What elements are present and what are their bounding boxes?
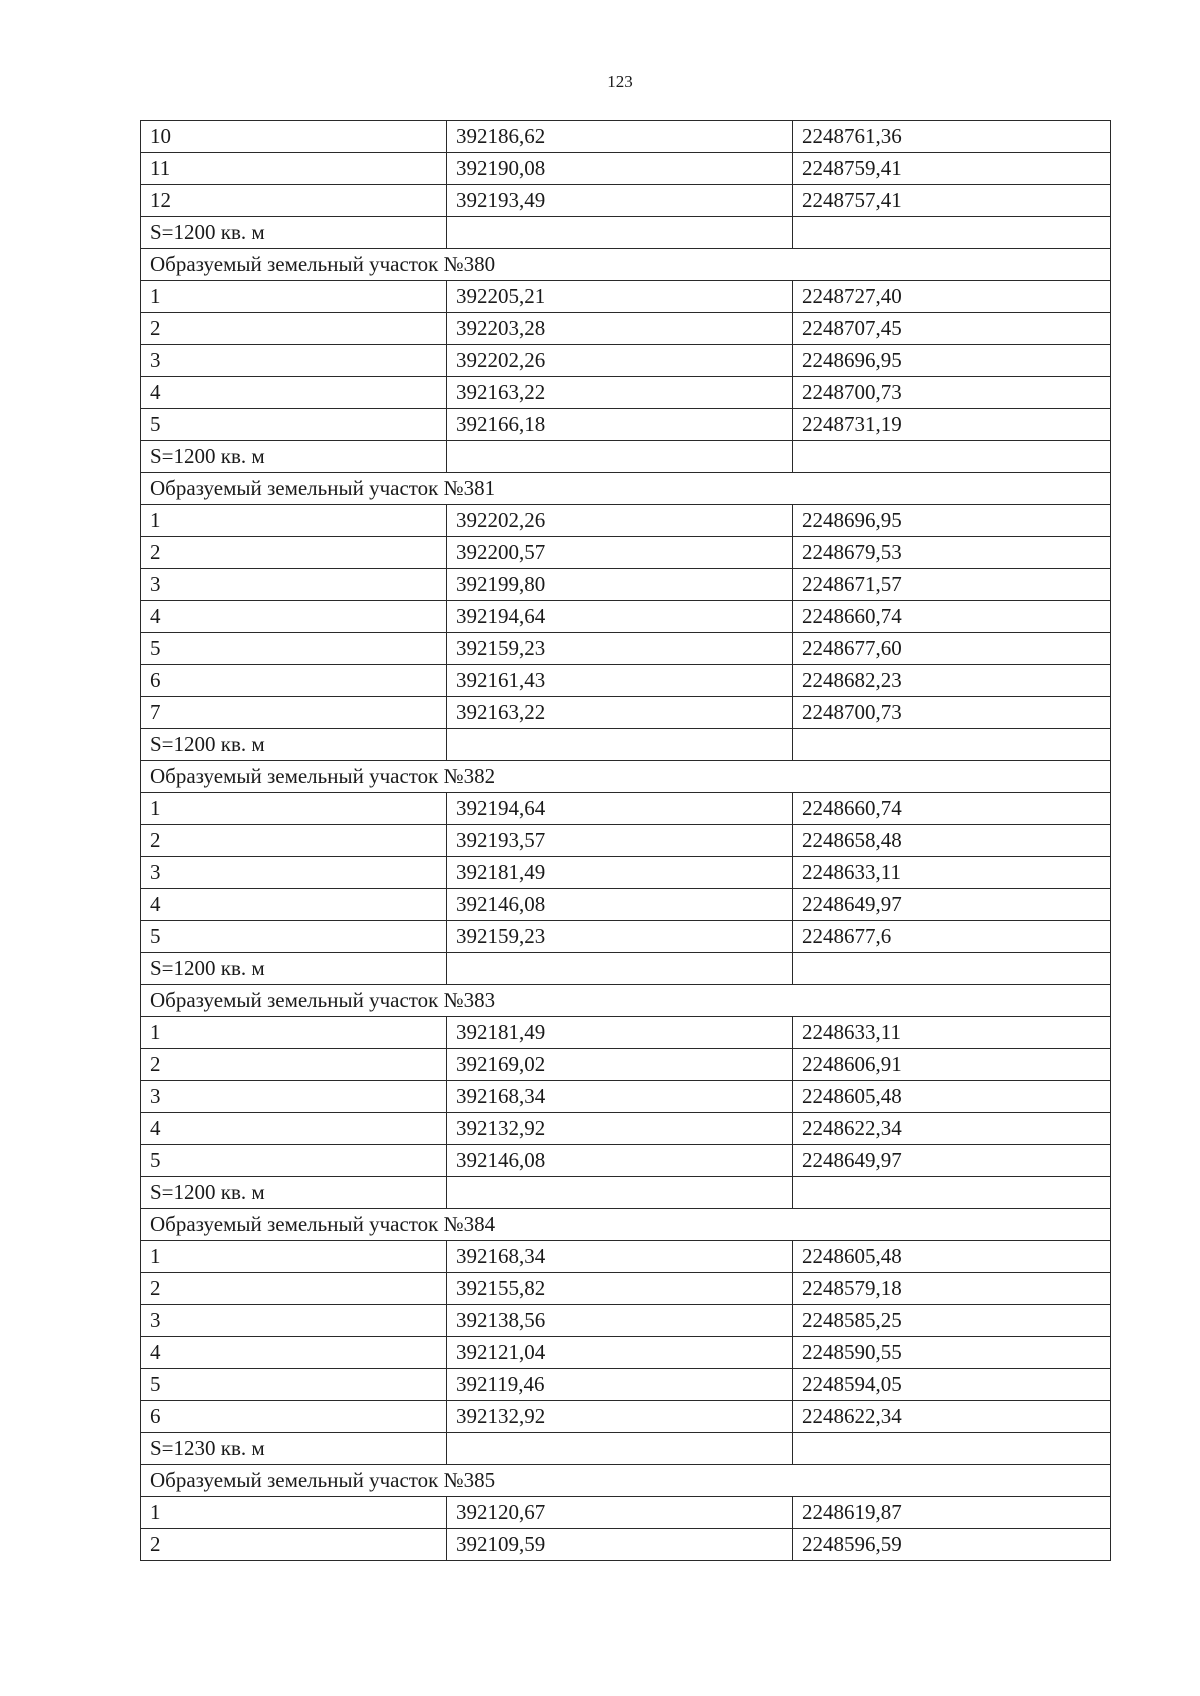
y-coordinate-cell: 2248707,45 [793, 313, 1111, 345]
point-number-cell: 4 [141, 1113, 447, 1145]
x-coordinate-cell: 392146,08 [447, 1145, 793, 1177]
x-coordinate-cell: 392120,67 [447, 1497, 793, 1529]
point-number-cell: 2 [141, 1049, 447, 1081]
area-row [141, 1177, 1111, 1209]
point-number-cell: 5 [141, 1369, 447, 1401]
y-coordinate-cell: 2248622,34 [793, 1113, 1111, 1145]
plot-header-row [141, 761, 1111, 793]
x-coordinate-cell: 392159,23 [447, 921, 793, 953]
point-number-cell: 3 [141, 857, 447, 889]
point-number-cell: 4 [141, 601, 447, 633]
y-coordinate-cell: 2248585,25 [793, 1305, 1111, 1337]
x-coordinate-cell: 392203,28 [447, 313, 793, 345]
x-coordinate-cell: 392186,62 [447, 121, 793, 153]
plot-header-cell: Образуемый земельный участок №381 [141, 473, 1111, 505]
table-row [141, 537, 1111, 569]
empty-cell [447, 1433, 793, 1465]
point-number-cell: 6 [141, 665, 447, 697]
point-number-cell: 10 [141, 121, 447, 153]
point-number-cell: 1 [141, 1017, 447, 1049]
x-coordinate-cell: 392202,26 [447, 345, 793, 377]
x-coordinate-cell: 392199,80 [447, 569, 793, 601]
area-cell: S=1200 кв. м [141, 441, 447, 473]
y-coordinate-cell: 2248606,91 [793, 1049, 1111, 1081]
table-row [141, 601, 1111, 633]
table-row [141, 921, 1111, 953]
x-coordinate-cell: 392193,49 [447, 185, 793, 217]
area-row [141, 729, 1111, 761]
table-row [141, 281, 1111, 313]
y-coordinate-cell: 2248649,97 [793, 1145, 1111, 1177]
point-number-cell: 2 [141, 1529, 447, 1561]
x-coordinate-cell: 392161,43 [447, 665, 793, 697]
table-row [141, 153, 1111, 185]
table-row [141, 857, 1111, 889]
point-number-cell: 2 [141, 313, 447, 345]
table-row [141, 889, 1111, 921]
table-row [141, 121, 1111, 153]
point-number-cell: 1 [141, 1497, 447, 1529]
y-coordinate-cell: 2248677,6 [793, 921, 1111, 953]
area-cell: S=1200 кв. м [141, 729, 447, 761]
table-row [141, 313, 1111, 345]
y-coordinate-cell: 2248619,87 [793, 1497, 1111, 1529]
plot-header-cell: Образуемый земельный участок №380 [141, 249, 1111, 281]
table-row [141, 345, 1111, 377]
table-row [141, 409, 1111, 441]
plot-header-row [141, 249, 1111, 281]
table-row [141, 1497, 1111, 1529]
table-row [141, 665, 1111, 697]
x-coordinate-cell: 392205,21 [447, 281, 793, 313]
area-row [141, 441, 1111, 473]
x-coordinate-cell: 392194,64 [447, 793, 793, 825]
table-row [141, 377, 1111, 409]
y-coordinate-cell: 2248696,95 [793, 345, 1111, 377]
table-row [141, 1017, 1111, 1049]
point-number-cell: 3 [141, 345, 447, 377]
y-coordinate-cell: 2248700,73 [793, 377, 1111, 409]
table-row [141, 1241, 1111, 1273]
empty-cell [793, 217, 1111, 249]
y-coordinate-cell: 2248759,41 [793, 153, 1111, 185]
point-number-cell: 3 [141, 569, 447, 601]
point-number-cell: 11 [141, 153, 447, 185]
area-cell: S=1200 кв. м [141, 1177, 447, 1209]
table-row [141, 569, 1111, 601]
plot-header-row [141, 985, 1111, 1017]
y-coordinate-cell: 2248596,59 [793, 1529, 1111, 1561]
table-row [141, 185, 1111, 217]
area-row [141, 217, 1111, 249]
y-coordinate-cell: 2248679,53 [793, 537, 1111, 569]
point-number-cell: 5 [141, 633, 447, 665]
coordinates-table-body [141, 121, 1111, 1561]
x-coordinate-cell: 392155,82 [447, 1273, 793, 1305]
table-row [141, 633, 1111, 665]
point-number-cell: 5 [141, 1145, 447, 1177]
empty-cell [447, 953, 793, 985]
area-row [141, 1433, 1111, 1465]
y-coordinate-cell: 2248605,48 [793, 1241, 1111, 1273]
x-coordinate-cell: 392146,08 [447, 889, 793, 921]
y-coordinate-cell: 2248660,74 [793, 793, 1111, 825]
x-coordinate-cell: 392181,49 [447, 857, 793, 889]
plot-header-cell: Образуемый земельный участок №384 [141, 1209, 1111, 1241]
point-number-cell: 4 [141, 1337, 447, 1369]
empty-cell [793, 1177, 1111, 1209]
table-row [141, 1305, 1111, 1337]
point-number-cell: 4 [141, 377, 447, 409]
point-number-cell: 2 [141, 1273, 447, 1305]
table-row [141, 1145, 1111, 1177]
y-coordinate-cell: 2248594,05 [793, 1369, 1111, 1401]
empty-cell [793, 441, 1111, 473]
table-row [141, 1529, 1111, 1561]
y-coordinate-cell: 2248727,40 [793, 281, 1111, 313]
y-coordinate-cell: 2248622,34 [793, 1401, 1111, 1433]
area-cell: S=1230 кв. м [141, 1433, 447, 1465]
point-number-cell: 12 [141, 185, 447, 217]
point-number-cell: 7 [141, 697, 447, 729]
x-coordinate-cell: 392163,22 [447, 697, 793, 729]
x-coordinate-cell: 392159,23 [447, 633, 793, 665]
point-number-cell: 1 [141, 793, 447, 825]
x-coordinate-cell: 392132,92 [447, 1113, 793, 1145]
plot-header-cell: Образуемый земельный участок №385 [141, 1465, 1111, 1497]
table-row [141, 1337, 1111, 1369]
plot-header-row [141, 473, 1111, 505]
y-coordinate-cell: 2248605,48 [793, 1081, 1111, 1113]
y-coordinate-cell: 2248633,11 [793, 1017, 1111, 1049]
x-coordinate-cell: 392194,64 [447, 601, 793, 633]
plot-header-row [141, 1209, 1111, 1241]
x-coordinate-cell: 392193,57 [447, 825, 793, 857]
x-coordinate-cell: 392181,49 [447, 1017, 793, 1049]
table-row [141, 697, 1111, 729]
point-number-cell: 4 [141, 889, 447, 921]
page-number: 123 [607, 72, 633, 91]
table-row [141, 1081, 1111, 1113]
y-coordinate-cell: 2248590,55 [793, 1337, 1111, 1369]
table-row [141, 1401, 1111, 1433]
x-coordinate-cell: 392202,26 [447, 505, 793, 537]
point-number-cell: 1 [141, 505, 447, 537]
y-coordinate-cell: 2248677,60 [793, 633, 1111, 665]
point-number-cell: 1 [141, 281, 447, 313]
table-row [141, 1113, 1111, 1145]
table-row [141, 505, 1111, 537]
x-coordinate-cell: 392168,34 [447, 1241, 793, 1273]
point-number-cell: 5 [141, 921, 447, 953]
empty-cell [793, 953, 1111, 985]
point-number-cell: 3 [141, 1305, 447, 1337]
empty-cell [447, 1177, 793, 1209]
y-coordinate-cell: 2248700,73 [793, 697, 1111, 729]
y-coordinate-cell: 2248696,95 [793, 505, 1111, 537]
y-coordinate-cell: 2248682,23 [793, 665, 1111, 697]
point-number-cell: 2 [141, 825, 447, 857]
x-coordinate-cell: 392121,04 [447, 1337, 793, 1369]
point-number-cell: 6 [141, 1401, 447, 1433]
x-coordinate-cell: 392138,56 [447, 1305, 793, 1337]
y-coordinate-cell: 2248761,36 [793, 121, 1111, 153]
table-row [141, 1369, 1111, 1401]
y-coordinate-cell: 2248731,19 [793, 409, 1111, 441]
x-coordinate-cell: 392109,59 [447, 1529, 793, 1561]
point-number-cell: 2 [141, 537, 447, 569]
plot-header-row [141, 1465, 1111, 1497]
table-row [141, 825, 1111, 857]
table-row [141, 1049, 1111, 1081]
y-coordinate-cell: 2248658,48 [793, 825, 1111, 857]
plot-header-cell: Образуемый земельный участок №382 [141, 761, 1111, 793]
empty-cell [793, 1433, 1111, 1465]
point-number-cell: 1 [141, 1241, 447, 1273]
x-coordinate-cell: 392169,02 [447, 1049, 793, 1081]
x-coordinate-cell: 392132,92 [447, 1401, 793, 1433]
plot-header-cell: Образуемый земельный участок №383 [141, 985, 1111, 1017]
empty-cell [793, 729, 1111, 761]
area-cell: S=1200 кв. м [141, 217, 447, 249]
y-coordinate-cell: 2248757,41 [793, 185, 1111, 217]
x-coordinate-cell: 392163,22 [447, 377, 793, 409]
x-coordinate-cell: 392166,18 [447, 409, 793, 441]
point-number-cell: 3 [141, 1081, 447, 1113]
x-coordinate-cell: 392119,46 [447, 1369, 793, 1401]
table-row [141, 1273, 1111, 1305]
point-number-cell: 5 [141, 409, 447, 441]
area-row [141, 953, 1111, 985]
y-coordinate-cell: 2248671,57 [793, 569, 1111, 601]
empty-cell [447, 729, 793, 761]
table-row [141, 793, 1111, 825]
x-coordinate-cell: 392200,57 [447, 537, 793, 569]
coordinates-table [140, 120, 1111, 1561]
empty-cell [447, 441, 793, 473]
y-coordinate-cell: 2248579,18 [793, 1273, 1111, 1305]
empty-cell [447, 217, 793, 249]
x-coordinate-cell: 392168,34 [447, 1081, 793, 1113]
y-coordinate-cell: 2248660,74 [793, 601, 1111, 633]
y-coordinate-cell: 2248649,97 [793, 889, 1111, 921]
x-coordinate-cell: 392190,08 [447, 153, 793, 185]
y-coordinate-cell: 2248633,11 [793, 857, 1111, 889]
area-cell: S=1200 кв. м [141, 953, 447, 985]
